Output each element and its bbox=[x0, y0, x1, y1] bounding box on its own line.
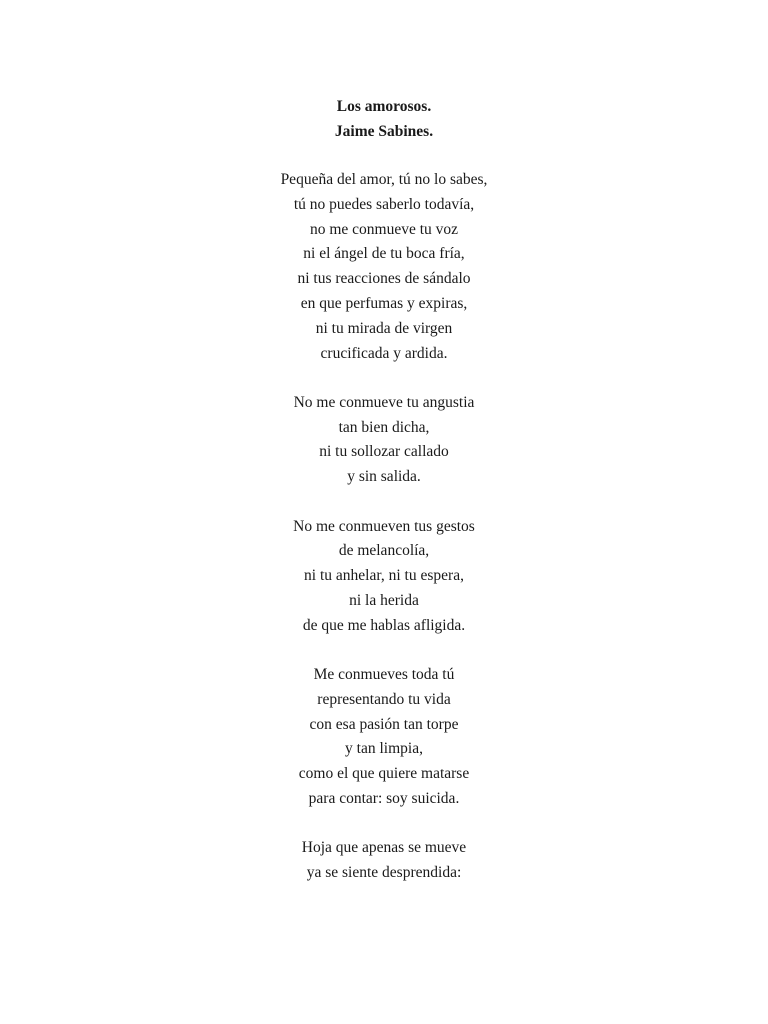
verse-line: No me conmueven tus gestos bbox=[293, 517, 475, 535]
stanza-2 bbox=[0, 391, 768, 490]
verse-line: crucificada y ardida. bbox=[320, 344, 448, 362]
verse-line: ni el ángel de tu boca fría, bbox=[303, 245, 465, 263]
verse-line: ni tu sollozar callado bbox=[319, 443, 449, 461]
verse-line: con esa pasión tan torpe bbox=[309, 715, 459, 733]
poem bbox=[0, 94, 768, 910]
verse-line: representando tu vida bbox=[317, 690, 451, 708]
poem-heading bbox=[0, 94, 768, 144]
verse-line: en que perfumas y expiras, bbox=[300, 294, 468, 312]
verse-line: tan bien dicha, bbox=[338, 418, 430, 436]
verse-line: para contar: soy suicida. bbox=[308, 790, 460, 808]
stanza-1 bbox=[0, 168, 768, 366]
poem-title: Los amorosos. bbox=[336, 98, 432, 115]
verse-line: No me conmueve tu angustia bbox=[293, 393, 475, 411]
verse-line: Me conmueves toda tú bbox=[313, 666, 455, 684]
verse-line: ni la herida bbox=[349, 591, 419, 609]
verse-line: ni tu mirada de virgen bbox=[315, 319, 453, 337]
stanza-5 bbox=[0, 836, 768, 886]
verse-line: de que me hablas afligida. bbox=[302, 616, 466, 634]
verse-line: ni tus reacciones de sándalo bbox=[297, 270, 471, 288]
stanza-4 bbox=[0, 663, 768, 812]
verse-line: y tan limpia, bbox=[345, 740, 423, 758]
verse-line: tú no puedes saberlo todavía, bbox=[293, 195, 475, 213]
poem-author: Jaime Sabines. bbox=[334, 123, 434, 140]
verse-line: ya se siente desprendida: bbox=[306, 864, 462, 882]
verse-line: no me conmueve tu voz bbox=[309, 220, 459, 238]
verse-line: de melancolía, bbox=[338, 542, 430, 560]
verse-line: Hoja que apenas se mueve bbox=[301, 839, 467, 857]
stanza-3 bbox=[0, 515, 768, 639]
verse-line: ni tu anhelar, ni tu espera, bbox=[304, 567, 464, 585]
verse-line: Pequeña del amor, tú no lo sabes, bbox=[280, 171, 488, 188]
verse-line: y sin salida. bbox=[347, 468, 421, 486]
verse-line: como el que quiere matarse bbox=[298, 765, 470, 783]
